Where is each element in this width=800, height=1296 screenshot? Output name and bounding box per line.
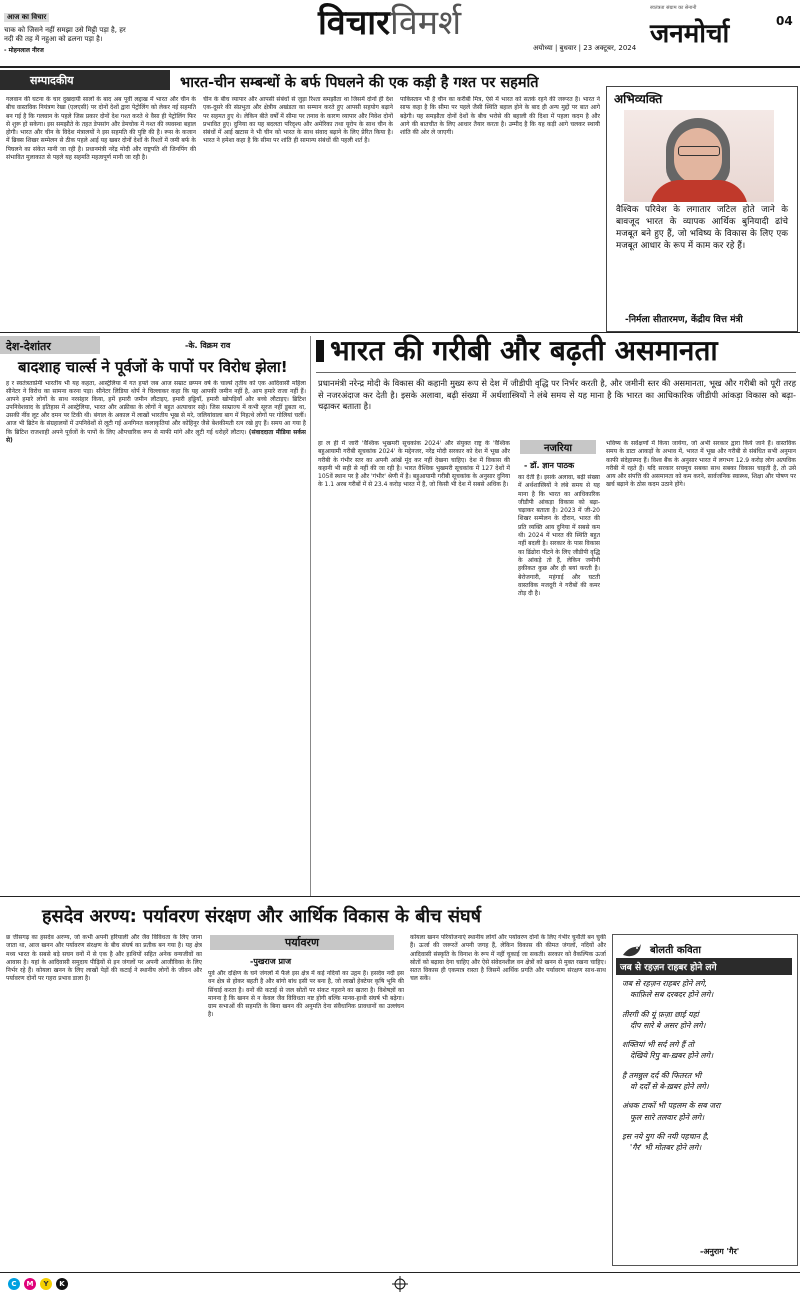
paper-name: जनमोर्चा [650,19,730,49]
desh-tag: देश-देशांतर [6,340,51,353]
section-title [318,4,461,42]
poem-line: 'गैर' भी मोतबर होने लगे। [630,1143,702,1153]
top-quote-box [4,4,136,64]
bottom-col-1: छ त्तीसगढ़ का हसदेव अरण्य, जो कभी अपनी हरियाली और जैव विविधता के लिए जाना जाता था, आज खनन और पर्यावरण संरक्षण के बीच संघर्ष का प्रतीक बन गया है। यह क्षेत्र मध्य भारत के सबसे बड़े सघन वनों में से एक है और हाथियों सहित अनेक वन्यजीवों का आवास है। यहां के आदिवासी समुदाय पीढ़ियों से इन जंगलों पर अपनी आजीविका के लिए निर्भर रहे हैं। कोयला खनन के लिए लाखों पेड़ों की कटाई ने स्थानीय लोगों के जीवन और पर्यावरण दोनों पर गहरा प्रभाव डाला है। [6,934,202,983]
main-col-2: का देती है। इसके अलावा, बढ़ी संख्या में अर्थशास्त्रियों ने लंबे समय से यह माना है कि भारत का आधिकारिक जीडीपी आंकड़ा विकास को बढ़ा-चढ़ाकर बताता है। 2023 में जी-20 शिखर सम्मेलन के दौरान, भारत की प्रति व्यक्ति आय दुनिया में सबसे कम थी। 2024 में भारत की स्थिति बहुत नहीं बदली है। सरकार के पास विकास का ढिंढोरा पीटने के लिए जीडीपी वृद्धि के आंकड़े तो हैं, लेकिन जमीनी हकीकत कुछ और ही बयां करती है। बेरोजगारी, महंगाई और घटती वास्तविक मजदूरी ने गरीबों की कमर तोड़ दी है। [518,474,600,598]
main-standfirst-box [318,378,796,432]
desh-divider [310,336,311,896]
desh-body [6,380,306,880]
bottom-tag: पर्यावरण [210,935,394,950]
main-headline-left-bar [316,340,324,362]
desh-headline: बादशाह चार्ल्स ने पूर्वजों के पापों पर विरोध झेला! [18,358,288,376]
section-title-right: विमर्श [390,3,462,43]
date-line: अयोध्या | बुधवार | 23 अक्टूबर, 2024 [533,44,637,52]
main-bottom-rule [0,896,800,897]
editorial-tag: सम्पादकीय [30,74,74,87]
editorial-tag-bar [0,70,170,90]
poem-line: अंधक टाकों भी पहलम के सब जरा [622,1101,721,1111]
reg-mark-magenta: M [24,1278,36,1290]
reg-mark-cyan: C [8,1278,20,1290]
portrait-glasses [678,146,720,156]
poem-author: -अनुराग 'गैर' [700,1247,740,1256]
abhivyakti-author: -निर्मला सीतारमण, केंद्रीय वित्त मंत्री [625,315,743,325]
city: अयोध्या [533,44,553,52]
editorial-col-1: गलवान की घटना के चार दुखदायी सालों के बाद अब पूर्वी लद्दाख में भारत और चीन के बीच वास्तविक नियंत्रण रेखा (एलएसी) पर दोनों देशों द्वारा पेट्रोलिंग को लेकर नई सहमति बन गई है कि गलवान के पहले जिस प्रकार दोनों देश गश्त करते थे वैसा ही पेट्रोलिंग फिर से शुरू हो सकेगा। इस समझौते के तहत डेपसांग और डेमचोक में गश्त की व्यवस्था बहाल होगी। भारत और चीन के विदेश मंत्रालयों ने इस सहमति की पुष्टि की है। रूस के कजान में ब्रिक्स शिखर सम्मेलन से ठीक पहले आई यह खबर दोनों देशों के रिश्तों में जमी बर्फ के पिघलने का संकेत मानी जा रही है। प्रधानमंत्री नरेंद्र मोदी और राष्ट्रपति शी जिनपिंग की संभावित मुलाकात से पहले यह सहमति महत्वपूर्ण मानी जा रही है। [6,96,196,162]
paper-tagline: स्वतंत्रता संग्राम का सेनानी [650,5,697,11]
main-byline: - डॉ. ज्ञान पाठक [524,461,575,470]
main-col-3: भविष्य के सर्वेक्षणों में किया जायेगा, जो अभी सरकार द्वारा किये जाने हैं। वास्तविक समय के डाटा आकड़ों के अभाव में, भारत में भूख और गरीबी से संबंधित सभी अनुमान काफी संदेहास्पद हैं। विश्व बैंक के अनुसार भारत में लगभग 12.9 करोड़ लोग अत्यधिक गरीबी में रहते हैं। यदि सरकार सचमुच सबका साथ सबका विकास चाहती है, तो उसे आय और संपत्ति की असमानता को कम करने, सार्वजनिक स्वास्थ्य, शिक्षा और पोषण पर खर्च बढ़ाने के ठोस कदम उठाने होंगे। [606,440,796,489]
section-title-left: विचार [318,3,391,43]
top-quote-author: - मोहनलाल नीरज [4,47,44,54]
footer-reg-cross [392,1276,408,1292]
bottom-headline: हसदेव अरण्य: पर्यावरण संरक्षण और आर्थिक विकास के बीच संघर्ष [42,906,482,927]
desh-source: (संवाददाता मीडिया सर्कस से) [6,428,306,444]
desh-body-text: ह र स्वतंत्रताप्रेमी भारतीय भी यह कहता, आस्ट्रेलिया में गत हफ्ते जब आज सम्राट छप्पन वर्ष के चार्ल्स तृतीय को एक आदिवासी महिला सीनेटर ने विरोध का सामना करना पड़ा। सीनेटर लिडिया थोर्प ने चिल्लाकर कहा कि यह आपकी जमीन नहीं है, आप हमारे राजा नहीं हैं। आपने हमारे लोगों के साथ नरसंहार किया, हमें हमारी जमीन लौटाइए, हमारी हड्डियाँ, हमारी खोपड़ियाँ और बच्चे लौटाइए। ब्रिटिश उपनिवेशवाद के इतिहास में आस्ट्रेलिया, भारत और अफ्रीका के लोगों ने बहुत अत्याचार सहे। जिस साम्राज्य में कभी सूरज नहीं डूबता था, उसकी नींव लूट और दमन पर टिकी थी। बंगाल के अकाल में लाखों भारतीय भूख से मरे, जलियांवाला बाग में निहत्थे लोगों पर गोलियां चलीं। आज भी ब्रिटेन के संग्रहालयों में उपनिवेशों से लूटी गई अनगिनत कलाकृतियां और कोहिनूर जैसे बेशकीमती रत्न रखे हुए हैं। समय आ गया है कि ब्रिटिश राजशाही अपने पूर्वजों के पापों के लिए औपचारिक रूप से माफी मांगे और लूटी गई धरोहरें लौटाए। [6,380,306,436]
day: बुधवार [559,44,577,52]
reg-mark-yellow: Y [40,1278,52,1290]
portrait-saree [650,180,748,202]
poem-line: शक्तियां भी सर्द लगे हैं तो [622,1040,695,1050]
editorial-col-2: चीन के बीच व्यापार और आपसी संबंधों से जुड़ा रिश्ता समझौता था जिसमें दोनों ही देश एक-दूसरे की संप्रभुता और क्षेत्रीय अखंडता का सम्मान करते हुए आपसी सहयोग बढ़ाने पर सहमत हुए थे। लेकिन बीते वर्षों में सीमा पर तनाव के कारण व्यापार और निवेश दोनों प्रभावित हुए। दुनिया का यह बदलता परिदृश्य और अमेरिका तथा यूरोप के साथ चीन के संबंधों में आई खटास ने भी चीन को भारत के साथ संवाद बढ़ाने के लिए प्रेरित किया है। भारत ने हमेशा कहा है कि सीमा पर शांति ही सामान्य संबंधों की पहली शर्त है। [203,96,393,145]
main-headline-rule [316,372,796,373]
main-tag: नजरिया [520,440,596,454]
bottom-byline: -पुखराज प्राज [250,957,292,966]
poem-lines [622,978,790,1154]
poem-title: जब से रहज़न राहबर होने लगे [616,958,792,975]
poem-line: जब से रहज़न राहबर होने लगे, [622,979,707,988]
bottom-col-2: पूर्व और दक्षिण के घने जंगलों में फैले इस क्षेत्र में कई नदियों का उद्गम है। हसदेव नदी इस वन क्षेत्र से होकर बहती है और बांगो बांध इसी पर बना है, जो लाखों हेक्टेयर कृषि भूमि की सिंचाई करता है। वनों की कटाई से जल स्रोतों पर संकट गहराने का खतरा है। विशेषज्ञों का मानना है कि खनन से न केवल जैव विविधता नष्ट होगी बल्कि मानव-हाथी संघर्ष भी बढ़ेगा। ग्राम सभाओं की सहमति के बिना खनन की अनुमति देना संवैधानिक प्रावधानों का उल्लंघन है। [208,970,404,1019]
desh-byline: -के. विक्रम राव [185,341,231,350]
main-headline: भारत की गरीबी और बढ़ती असमानता [330,334,718,367]
abhivyakti-photo [624,110,774,202]
footer-rule [0,1272,800,1273]
poem-line: है तमन्नुल दर्द की फितरत भी [622,1070,702,1080]
abhivyakti-tag: अभिव्यक्ति [614,92,663,106]
editorial-headline: भारत-चीन सम्बन्धों के बर्फ पिघलने की एक कड़ी है गश्त पर सहमति [180,75,539,91]
poem-tag: बोलती कविता [650,945,701,956]
poem-line: देखिये रिपु बा-ख़बर होने लगे। [630,1051,714,1061]
poem-line: वो दर्दों से बे-ख़बर होने लगे। [630,1082,709,1092]
poem-line: तीरगी की यूं फ़ज़ा छाई यहां [622,1009,699,1019]
poem-line: फूल सारे तलवार होने लगे। [630,1112,705,1122]
poem-line: दीप सारे बे असर होने लगे। [630,1020,706,1030]
date: 23 अक्टूबर, 2024 [583,44,637,52]
main-col-1: हा ल ही में जारी 'वैश्विक भुखमरी सूचकांक 2024' और संयुक्त राष्ट्र के 'वैश्विक बहुआयामी गरीबी सूचकांक 2024' के मद्देनजर, नरेंद्र मोदी सरकार को देश में भूख और गरीबी के गंभीर स्तर का अपनी आंखें मूंद कर नहीं देखना चाहिए। देश में विकास की कहानी भी सही से नहीं की जा रही है। भारत वैश्विक भुखमरी सूचकांक में 127 देशों में 105वें स्थान पर है और 'गंभीर' श्रेणी में है। बहुआयामी गरीबी सूचकांक के अनुसार दुनिया के 1.1 अरब गरीबों में से 23.4 करोड़ भारत में हैं, जो किसी भी देश में सबसे अधिक है। [318,440,510,489]
portrait-face [674,128,722,184]
page-number: 04 [776,14,793,28]
abhivyakti-quote: वैश्विक परिवेश के लगातार जटिल होते जाने के बावजूद भारत के व्यापक आर्थिक बुनियादी ढांचे मजबूत बने हुए हैं, जो भविष्य के विकास के लिए एक मजबूत आधार के रूप में काम कर रहे हैं। [616,205,788,251]
top-quote-text: चाक को जिसने नहीं समझा उसे मिट्टी पड़ा है, हर नदी की तह में नहुआ को ढलना पड़ा है। [4,26,126,43]
editorial-col-3: पाकिस्तान भी है चीन का करीबी मित्र, ऐसे में भारत को सतर्क रहने की जरूरत है। भारत ने साफ कहा है कि सीमा पर पहले जैसी स्थिति बहाल होने के बाद ही अन्य मुद्दों पर बात आगे बढ़ेगी। यह समझौता दोनों देशों के बीच भरोसे की बहाली की दिशा में पहला कदम है और आगे की बातचीत के लिए आधार तैयार करता है। उम्मीद है कि यह कड़ी आगे चलकर स्थायी शांति की ओर ले जाएगी। [400,96,600,137]
masthead-rule [0,66,800,68]
top-quote-tag: आज का विचार [4,13,49,22]
bottom-col-3: कोयला खनन परियोजनाएं स्थानीय लोगों और पर्यावरण दोनों के लिए गंभीर चुनौती बन चुकी हैं। ऊर्जा की जरूरतें अपनी जगह हैं, लेकिन विकास की कीमत जंगलों, नदियों और आदिवासी संस्कृति के विनाश के रूप में नहीं चुकाई जा सकती। सरकार को वैकल्पिक ऊर्जा स्रोतों को बढ़ावा देना चाहिए और ऐसे संवेदनशील वन क्षेत्रों को खनन से मुक्त रखना चाहिए। सतत विकास ही एकमात्र रास्ता है जिसमें आर्थिक प्रगति और पर्यावरण संरक्षण साथ-साथ चल सकें। [410,934,606,983]
poem-line: इस नये युग की नयी पहचान है, [622,1131,710,1141]
main-standfirst: प्रधानमंत्री नरेन्द्र मोदी के विकास की कहानी मुख्य रूप से देश में जीडीपी वृद्धि पर निर्भर करती है, और जमीनी स्तर की असमानता, भूख और गरीबी को पूरी तरह से नजरअंदाज कर देती है। इसके अलावा, बढ़ी संख्या में अर्थशास्त्रियों ने लंबे समय से यह माना है कि भारत का आधिकारिक जीडीपी आंकड़ा विकास को बढ़ा-चढ़ाकर बताता है। [318,378,796,411]
poem-line: काफ़िले सब दरबदर होने लगे। [630,990,714,1000]
reg-mark-black: K [56,1278,68,1290]
